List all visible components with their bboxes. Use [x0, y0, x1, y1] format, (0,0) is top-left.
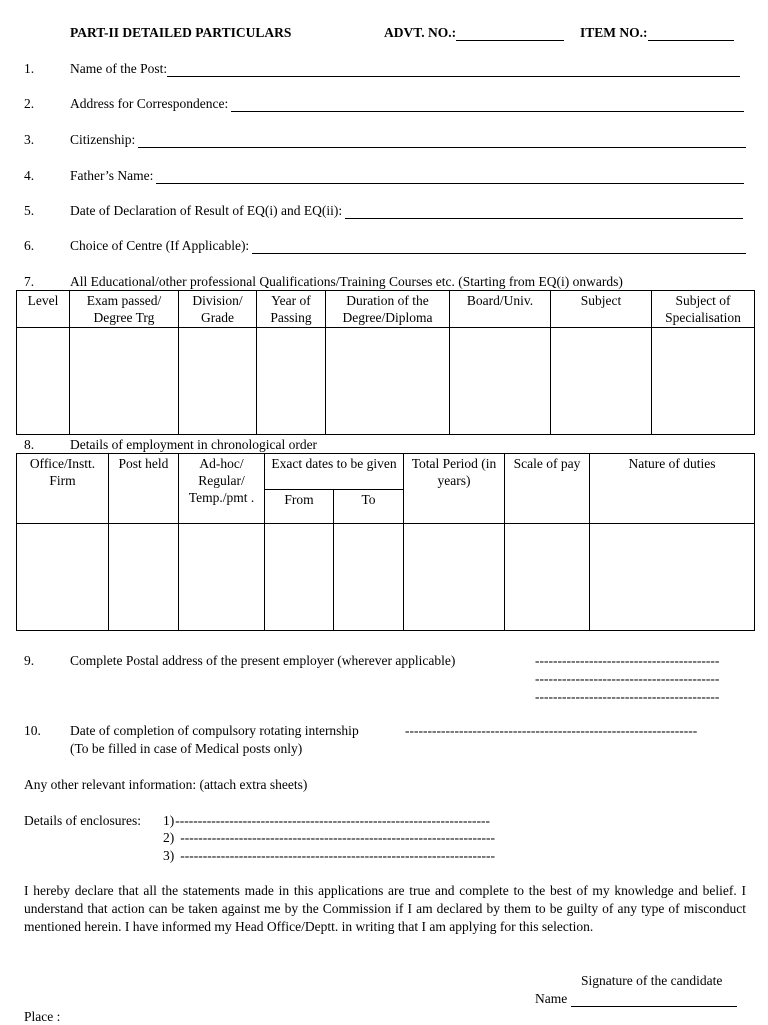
col-duration: Duration of the Degree/Diploma — [326, 291, 450, 328]
section-10-note: (To be filled in case of Medical posts only) — [70, 741, 303, 756]
table-cell[interactable] — [450, 328, 551, 435]
table-cell[interactable] — [257, 328, 326, 435]
section-10-heading: 10. Date of completion of compulsory rotating internship — [24, 723, 359, 738]
table-cell[interactable] — [179, 328, 257, 435]
field-father-name: 4. Father’s Name: — [24, 167, 744, 184]
section-7-heading: 7. All Educational/other professional Qualifications/Training Courses etc. (Starting from EQ(i) onwards) — [24, 274, 623, 289]
place-label: Place : — [24, 1009, 61, 1024]
col-level: Level — [17, 291, 70, 328]
field-address: 2. Address for Correspondence: — [24, 95, 744, 112]
table-cell[interactable] — [70, 328, 179, 435]
father-name-input[interactable] — [156, 170, 744, 184]
enclosure-2: 2) ---------------------------------------------------------------------- — [163, 829, 528, 846]
post-name-input[interactable] — [167, 63, 740, 77]
table-cell[interactable] — [334, 524, 404, 631]
enclosures-label: Details of enclosures: — [24, 813, 141, 828]
table-cell[interactable] — [17, 328, 70, 435]
col-exact-dates: Exact dates to be given — [265, 454, 404, 490]
table-cell[interactable] — [505, 524, 590, 631]
employment-header-row — [17, 454, 755, 490]
table-row — [17, 524, 755, 631]
form-title: PART-II DETAILED PARTICULARS — [70, 25, 292, 40]
employer-address-line-2[interactable]: ----------------------------------------- — [535, 671, 720, 686]
col-post: Post held — [109, 454, 179, 524]
qualifications-header-row — [17, 291, 755, 328]
section-9-heading: 9. Complete Postal address of the present employer (wherever applicable) — [24, 653, 456, 668]
other-info-label: Any other relevant information: (attach extra sheets) — [24, 777, 308, 792]
col-nature: Nature of duties — [590, 454, 755, 524]
col-scale: Scale of pay — [505, 454, 590, 524]
table-cell[interactable] — [326, 328, 450, 435]
table-cell[interactable] — [404, 524, 505, 631]
table-cell[interactable] — [17, 524, 109, 631]
col-from: From — [265, 490, 334, 524]
item-no-label: ITEM NO.: — [580, 24, 734, 41]
enclosure-3: 3) ---------------------------------------------------------------------- — [163, 847, 528, 864]
col-adhoc: Ad-hoc/ Regular/ Temp./pmt . — [179, 454, 265, 524]
col-office: Office/Instt. Firm — [17, 454, 109, 524]
enclosure-2-field[interactable]: ---------------------------------------------------------------------- — [180, 830, 495, 845]
enclosure-1: 1) ---------------------------------------------------------------------- — [163, 812, 531, 829]
enclosure-3-field[interactable]: ---------------------------------------------------------------------- — [180, 848, 495, 863]
address-input[interactable] — [231, 98, 744, 112]
col-specialisation: Subject of Specialisation — [652, 291, 755, 328]
employment-table — [16, 453, 755, 631]
col-to: To — [334, 490, 404, 524]
col-year: Year of Passing — [257, 291, 326, 328]
table-cell[interactable] — [265, 524, 334, 631]
section-8-heading: 8. Details of employment in chronological order — [24, 437, 318, 452]
table-row — [17, 328, 755, 435]
field-result-date: 5. Date of Declaration of Result of EQ(i) and EQ(ii): — [24, 202, 743, 219]
field-post-name: 1. Name of the Post: — [24, 60, 740, 77]
advt-no-label: ADVT. NO.: — [384, 24, 564, 41]
table-cell[interactable] — [551, 328, 652, 435]
qualifications-table — [16, 290, 755, 435]
table-cell[interactable] — [590, 524, 755, 631]
field-citizenship: 3. Citizenship: — [24, 131, 746, 148]
col-division: Division/ Grade — [179, 291, 257, 328]
signature-label: Signature of the candidate — [581, 973, 723, 988]
advt-no-field[interactable] — [456, 26, 564, 41]
name-row: Name — [535, 990, 737, 1007]
col-subject: Subject — [551, 291, 652, 328]
col-total-period: Total Period (in years) — [404, 454, 505, 524]
declaration-text: I hereby declare that all the statements made in this applications are true and complete to the best of my knowledge and belief. I understand that action can be taken against me by the Commission if I am declared by them to be guilty of any type of misconduct mentioned herein. I have informed my Head Office/Deptt. in writing that I am applying for this selection. — [24, 883, 746, 934]
table-cell[interactable] — [109, 524, 179, 631]
col-exam-passed: Exam passed/ Degree Trg — [70, 291, 179, 328]
employer-address-line-3[interactable]: ----------------------------------------- — [535, 689, 720, 704]
internship-date-field[interactable]: ----------------------------------------------------------------- — [405, 723, 698, 738]
name-field[interactable] — [571, 992, 737, 1007]
employer-address-line-1[interactable]: ----------------------------------------- — [535, 653, 720, 668]
enclosure-1-field[interactable]: ---------------------------------------------------------------------- — [175, 813, 490, 828]
table-cell[interactable] — [652, 328, 755, 435]
citizenship-input[interactable] — [138, 134, 746, 148]
centre-input[interactable] — [252, 240, 746, 254]
item-no-field[interactable] — [648, 26, 734, 41]
result-date-input[interactable] — [345, 205, 743, 219]
field-centre: 6. Choice of Centre (If Applicable): — [24, 237, 746, 254]
col-board: Board/Univ. — [450, 291, 551, 328]
table-cell[interactable] — [179, 524, 265, 631]
